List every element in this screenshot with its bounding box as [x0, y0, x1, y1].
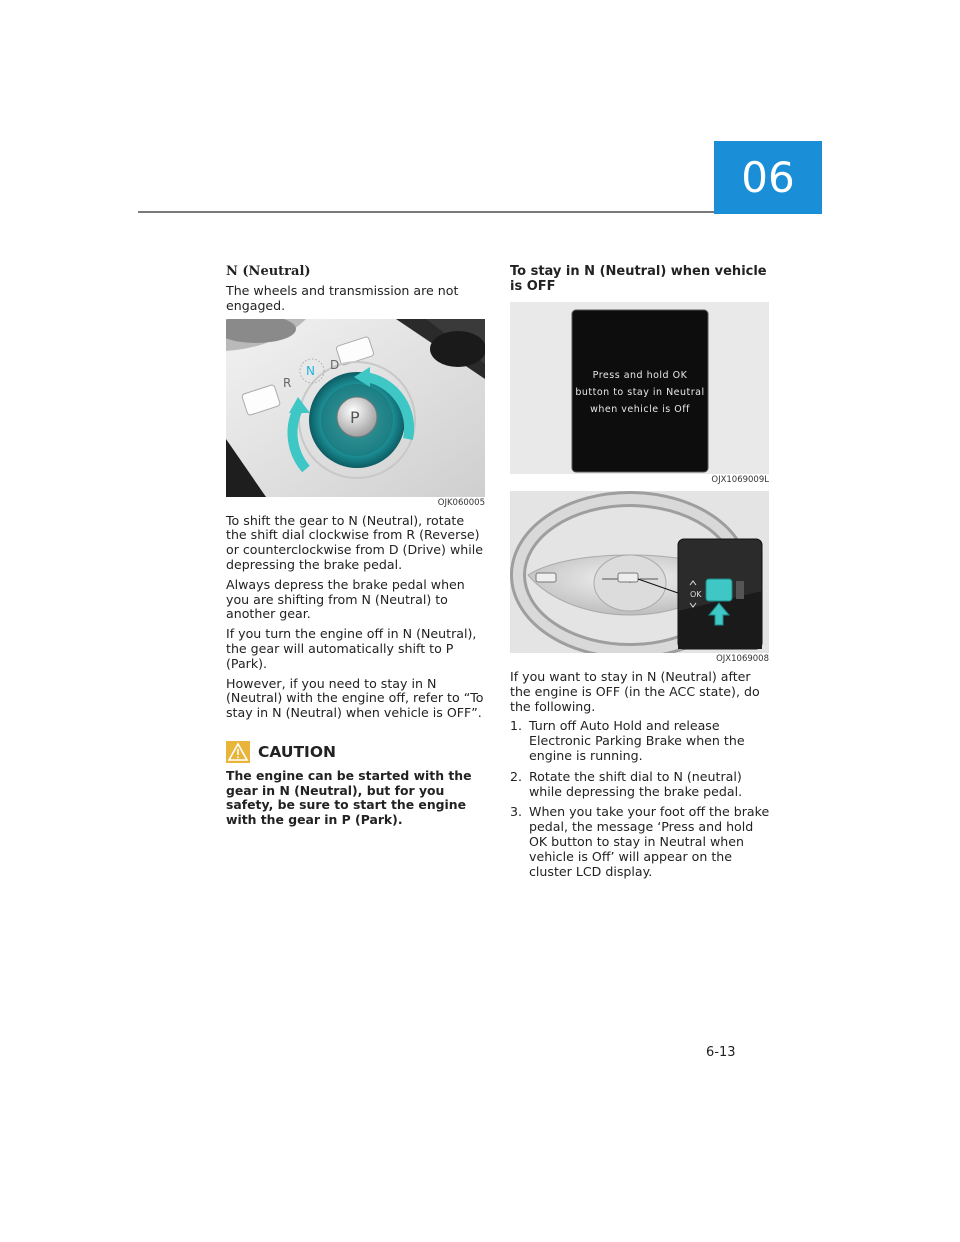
step-text: Rotate the shift dial to N (neutral) while depressing the brake pedal. — [529, 768, 743, 799]
list-item — [510, 719, 770, 763]
warning-triangle-icon — [226, 741, 250, 763]
paragraph-4: However, if you need to stay in N (Neutral) with the engine off, refer to “To stay in N (Neutral) when vehicle is OFF”. — [226, 675, 484, 721]
section-heading-stay-neutral: To stay in N (Neutral) when vehicle is OFF — [510, 264, 767, 294]
section-heading-neutral: N (Neutral) — [226, 264, 311, 279]
step-text: Turn off Auto Hold and release Electronic Parking Brake when the engine is running. — [529, 718, 745, 763]
page-number: 6-13 — [706, 1045, 736, 1060]
step-number: 3. — [510, 804, 523, 820]
figure-code: OJX1069008 — [716, 654, 769, 664]
step-text: When you take your foot off the brake pedal, the message ‘Press and hold OK button to stay in Neutral when vehicle is Off’ will appear on the cluster LCD display. — [529, 804, 770, 879]
figure-code: OJK060005 — [437, 497, 485, 508]
step-number: 1. — [510, 718, 523, 734]
neutral-intro: The wheels and transmission are not engaged. — [226, 283, 459, 313]
stay-neutral-intro: If you want to stay in N (Neutral) after the engine is OFF (in the ACC state), do the following. — [510, 669, 760, 714]
ok-button-highlight — [706, 579, 732, 601]
paragraph-2: Always depress the brake pedal when you are shifting from N (Neutral) to another gear. — [226, 576, 465, 622]
header-rule — [138, 211, 714, 213]
chapter-tab: 06 — [714, 141, 822, 214]
caution-title: CAUTION — [258, 742, 336, 761]
figure-shift-dial — [226, 319, 485, 508]
figure-code: OJX1069009L — [711, 475, 769, 485]
figure-steering-wheel — [510, 491, 769, 664]
list-item — [510, 805, 770, 879]
ok-label: OK — [690, 590, 702, 599]
dial-letter-p: P — [350, 407, 360, 427]
step-number: 2. — [510, 768, 523, 784]
paragraph-3: If you turn the engine off in N (Neutral), the gear will automatically shift to P (Park). — [226, 626, 477, 671]
right-column — [510, 264, 770, 885]
caution-header — [226, 741, 486, 763]
caution-text: The engine can be started with the gear in N (Neutral), but for you safety, be sure to start the engine with the gear in P (Park). — [226, 767, 472, 827]
paragraph-1: To shift the gear to N (Neutral), rotate the shift dial clockwise from R (Reverse) or counterclockwise from D (Drive) while depressing the brake pedal. — [226, 512, 483, 572]
steps-list — [510, 719, 770, 879]
figure-cluster-message — [510, 302, 769, 485]
dial-letter-d: D — [330, 357, 340, 372]
left-column — [226, 264, 486, 827]
list-item — [510, 770, 770, 800]
cluster-message-line-2: button to stay in Neutral — [575, 387, 705, 398]
dial-letter-r: R — [283, 375, 292, 390]
dial-letter-n: N — [306, 363, 315, 378]
cluster-display-illustration — [510, 302, 769, 474]
shift-dial-illustration — [226, 319, 485, 497]
cluster-message-line-1: Press and hold OK — [592, 370, 688, 381]
steering-wheel-illustration — [510, 491, 769, 653]
cluster-message-line-3: when vehicle is Off — [590, 404, 690, 415]
